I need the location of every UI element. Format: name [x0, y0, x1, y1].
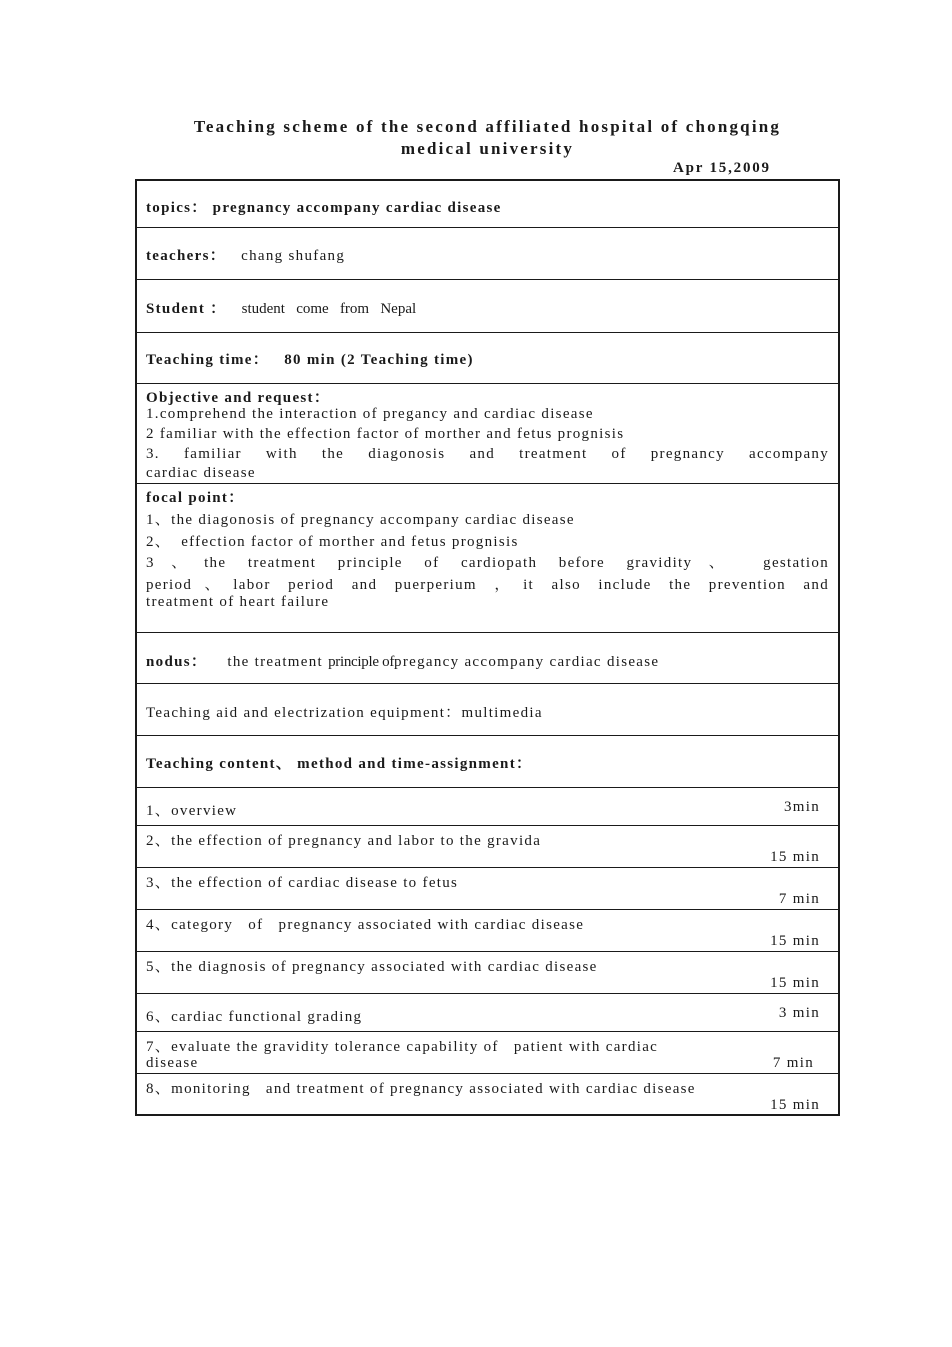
focal-point-row	[137, 484, 838, 633]
title-line-1: Teaching scheme of the second affiliated hospital of chongqing	[193, 117, 782, 136]
topics-label: topics：	[146, 200, 208, 216]
content-item-text: 2、the effection of pregnancy and labor to the gravida	[146, 833, 542, 849]
teaching-content-label: Teaching content、 method and time-assignment：	[146, 756, 533, 772]
objective-row	[137, 384, 838, 484]
content-item	[137, 952, 838, 994]
student-row	[137, 280, 838, 333]
content-item	[137, 910, 838, 952]
content-item-text: 5、the diagnosis of pregnancy associated with cardiac disease	[146, 959, 598, 975]
focal-item-3: 3、the treatment principle of cardiopath before gravidity、 gestation	[146, 555, 829, 571]
topics-value: pregnancy accompany cardiac disease	[212, 200, 502, 216]
teachers-label: teachers：	[146, 248, 227, 264]
content-item-text: 7、evaluate the gravidity tolerance capability of patient with cardiac	[146, 1039, 659, 1055]
teaching-content-row	[137, 736, 838, 788]
objective-item-3-cont: cardiac disease	[146, 465, 256, 481]
content-item-time: 15 min	[770, 849, 820, 865]
content-item-text: 4、category of pregnancy associated with cardiac disease	[146, 917, 585, 933]
content-item-time: 15 min	[770, 975, 820, 991]
nodus-value-b: principle of	[328, 654, 395, 670]
content-item-time: 3min	[783, 799, 820, 815]
content-item	[137, 1032, 838, 1074]
content-item-text: 8、monitoring and treatment of pregnancy associated with cardiac disease	[146, 1081, 696, 1097]
nodus-value-c: pregancy accompany cardiac disease	[394, 654, 660, 670]
content-item-time: 15 min	[770, 1097, 820, 1113]
objective-item-2: 2 familiar with the effection factor of morther and fetus prognisis	[146, 426, 625, 442]
nodus-label: nodus：	[146, 654, 208, 670]
content-item-text: 3、the effection of cardiac disease to fetus	[146, 875, 459, 891]
nodus-row	[137, 633, 838, 684]
focal-item-3-cont: period、labor period and puerperium ，it also include the prevention and	[146, 577, 829, 593]
teachers-value: chang shufang	[241, 248, 346, 264]
objective-label: Objective and request：	[146, 390, 331, 406]
content-item	[137, 1074, 838, 1116]
content-item-time: 15 min	[770, 933, 820, 949]
document-title	[135, 116, 840, 160]
content-item-text: 6、cardiac functional grading	[146, 1009, 363, 1025]
content-item	[137, 868, 838, 910]
title-line-2: medical university	[400, 139, 575, 158]
teaching-aid-row	[137, 684, 838, 736]
objective-item-3: 3. familiar with the diagonosis and treatment of pregnancy accompany	[146, 446, 829, 462]
document-date: Apr 15,2009	[673, 160, 771, 176]
content-item	[137, 994, 838, 1032]
content-item-time: 7 min	[778, 891, 820, 907]
content-item	[137, 826, 838, 868]
nodus-value-a: the treatment	[227, 654, 323, 670]
content-item-time: 7 min	[772, 1055, 814, 1071]
student-value: student come from Nepal	[241, 301, 417, 317]
content-item-time: 3 min	[778, 1005, 820, 1021]
focal-item-2: 2、 effection factor of morther and fetus prognisis	[146, 534, 519, 550]
topics-row	[137, 181, 838, 228]
teaching-scheme-table	[135, 179, 840, 1116]
teaching-time-value: 80 min (2 Teaching time)	[284, 352, 474, 368]
focal-item-3-end: treatment of heart failure	[146, 594, 330, 610]
objective-item-1: 1.comprehend the interaction of pregancy and cardiac disease	[146, 406, 594, 422]
content-item-text: 1、overview	[146, 803, 238, 819]
content-item-text-cont: disease	[146, 1055, 199, 1071]
teaching-time-row	[137, 333, 838, 384]
teaching-aid-text: Teaching aid and electrization equipment：multimedia	[146, 705, 543, 721]
teachers-row	[137, 228, 838, 280]
content-item	[137, 788, 838, 826]
focal-point-label: focal point：	[146, 490, 245, 506]
student-label: Student ：	[146, 301, 227, 317]
teaching-time-label: Teaching time：	[146, 352, 270, 368]
focal-item-1: 1、the diagonosis of pregnancy accompany cardiac disease	[146, 512, 575, 528]
